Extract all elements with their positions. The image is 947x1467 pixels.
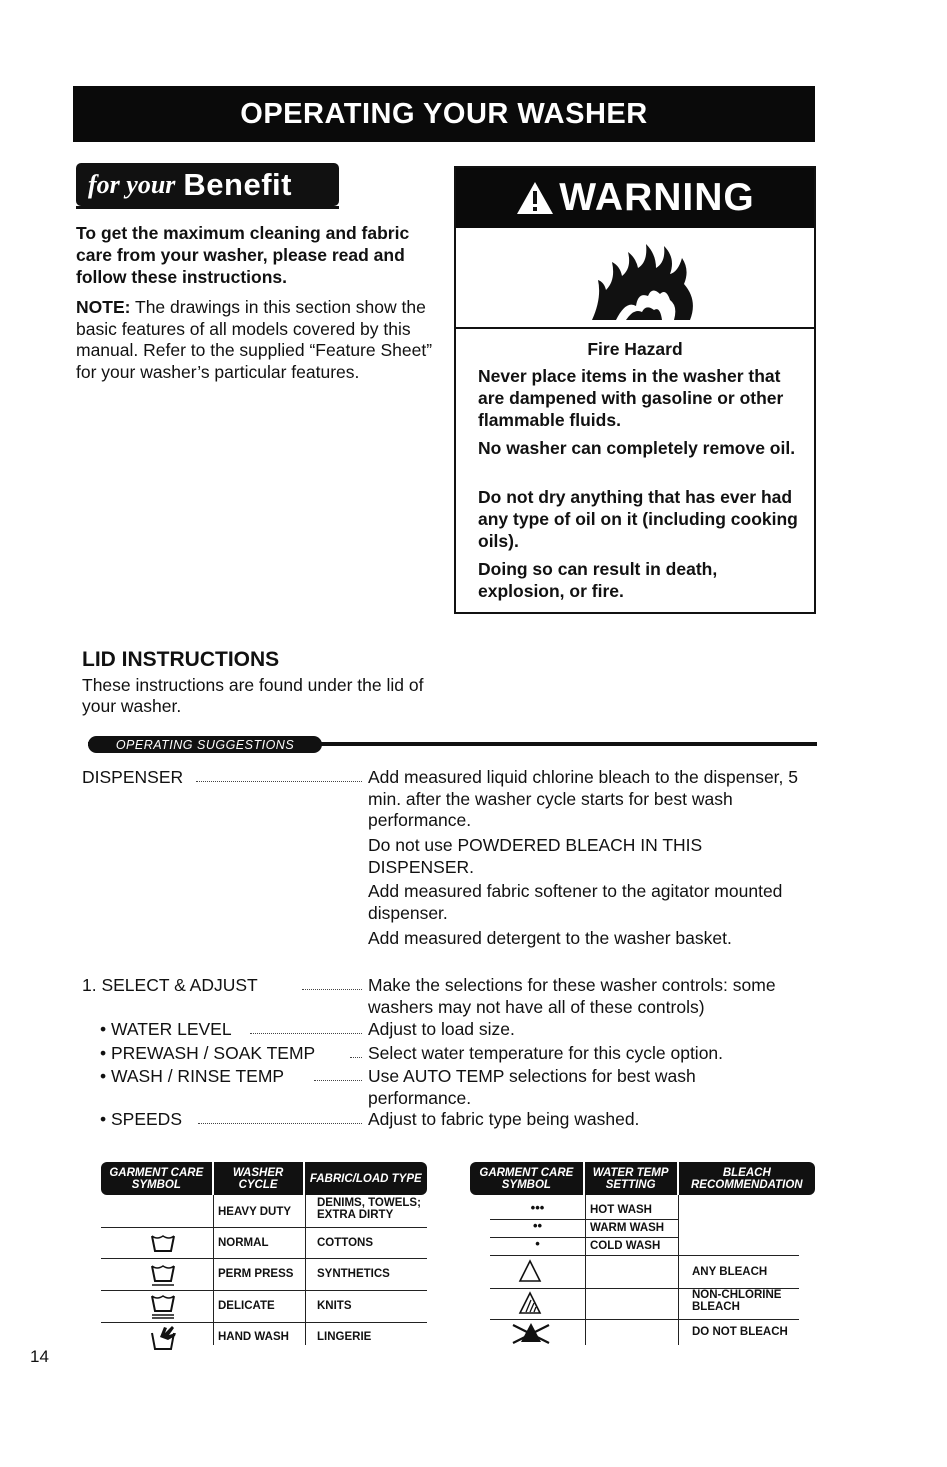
table-rule xyxy=(101,1322,427,1323)
benefit-badge xyxy=(76,163,339,206)
page-header xyxy=(73,86,815,142)
warning-divider xyxy=(456,327,814,329)
table-rule xyxy=(101,1227,427,1228)
lid-instructions-text: These instructions are found under the lid of your washer. xyxy=(82,675,424,716)
header-water-temp: WATER TEMP SETTING xyxy=(585,1162,679,1195)
benefit-prefix: for your xyxy=(88,169,176,199)
striped-triangle-icon xyxy=(518,1291,542,1315)
temp-setting-cell: WARM WASH xyxy=(590,1222,665,1234)
cycle-cell: PERM PRESS xyxy=(218,1268,294,1280)
benefit-intro: To get the maximum cleaning and fabric care from your washer, please read and follow these instructions. xyxy=(76,223,410,287)
cycle-cell: HEAVY DUTY xyxy=(218,1206,292,1218)
warning-paragraph: No washer can completely remove oil. xyxy=(478,438,796,458)
wash-tub-one-bar-icon xyxy=(150,1263,176,1287)
prewash-text: Select water temperature for this cycle option. xyxy=(368,1043,724,1063)
warning-paragraph: Never place items in the washer that are dampened with gasoline or other flammable fluids. xyxy=(478,366,784,430)
dispenser-paragraph: Do not use POWDERED BLEACH IN THIS DISPENSER. xyxy=(368,835,703,877)
select-adjust-label: 1. SELECT & ADJUST xyxy=(82,975,258,995)
cycle-cell: DELICATE xyxy=(218,1300,275,1312)
table-divider xyxy=(678,1195,679,1345)
warning-box xyxy=(454,166,816,614)
leader-dots xyxy=(302,989,362,990)
temp-dots: •• xyxy=(532,1218,543,1233)
leader-dots xyxy=(314,1080,362,1081)
temp-setting-cell: HOT WASH xyxy=(590,1204,652,1216)
warning-triangle-icon xyxy=(515,180,555,216)
table-divider xyxy=(585,1195,586,1345)
wash-rinse-text: Use AUTO TEMP selections for best wash performance. xyxy=(368,1066,696,1108)
temp-table-header xyxy=(470,1162,815,1195)
wash-rinse-label: • WASH / RINSE TEMP xyxy=(100,1066,285,1086)
dispenser-paragraph: Add measured liquid chlorine bleach to the dispenser, 5 min. after the washer cycle starts for best wash performance. xyxy=(368,767,798,830)
dispenser-paragraph: Add measured detergent to the washer basket. xyxy=(368,928,732,948)
cycle-cell: HAND WASH xyxy=(218,1331,289,1343)
warning-header xyxy=(456,168,814,228)
wash-tub-two-bar-icon xyxy=(150,1293,176,1320)
bleach-cell: NON-CHLORINE BLEACH xyxy=(692,1289,782,1313)
crossed-triangle-icon xyxy=(510,1321,552,1345)
table-rule xyxy=(490,1319,799,1320)
leader-dots xyxy=(196,781,362,782)
triangle-icon xyxy=(518,1259,542,1283)
dispenser-paragraph: Add measured fabric softener to the agitator mounted dispenser. xyxy=(368,881,783,923)
speeds-label: • SPEEDS xyxy=(100,1109,182,1129)
benefit-underline xyxy=(76,206,339,209)
header-garment-care: GARMENT CARE SYMBOL xyxy=(101,1162,214,1195)
fire-hazard-icon xyxy=(586,240,698,322)
temp-dots: ••• xyxy=(530,1200,545,1215)
leader-dots xyxy=(350,1057,362,1058)
warning-heading: WARNING xyxy=(559,176,755,219)
benefit-word: Benefit xyxy=(183,166,292,202)
temp-dots: • xyxy=(535,1236,540,1251)
cycle-cell: NORMAL xyxy=(218,1237,269,1249)
bleach-cell: DO NOT BLEACH xyxy=(692,1326,788,1338)
table-rule xyxy=(101,1258,427,1259)
header-garment-care: GARMENT CARE SYMBOL xyxy=(470,1162,585,1195)
benefit-note xyxy=(76,297,446,383)
leader-dots xyxy=(250,1033,362,1034)
header-fabric-load: FABRIC/LOAD TYPE xyxy=(309,1172,422,1185)
water-level-text: Adjust to load size. xyxy=(368,1019,515,1039)
warning-paragraph: Do not dry anything that has ever had any type of oil on it (including cooking oils). xyxy=(478,487,798,551)
header-washer-cycle: WASHER CYCLE xyxy=(214,1162,305,1195)
leader-dots xyxy=(198,1123,362,1124)
speeds-text: Adjust to fabric type being washed. xyxy=(368,1109,640,1129)
operating-suggestions-badge: OPERATING SUGGESTIONS xyxy=(88,736,322,753)
fabric-cell: SYNTHETICS xyxy=(317,1268,390,1280)
lid-instructions-title: LID INSTRUCTIONS xyxy=(82,648,280,671)
select-adjust-text: Make the selections for these washer controls: some washers may not have all of these controls) xyxy=(368,975,776,1017)
note-text: The drawings in this section show the basic features of all models covered by this manual. Refer to the supplied “Feature Sheet” for your washer’s particular features. xyxy=(76,297,433,382)
warning-title: Fire Hazard xyxy=(587,339,683,359)
page-title: OPERATING YOUR WASHER xyxy=(240,97,648,130)
fabric-cell: LINGERIE xyxy=(317,1331,372,1343)
bleach-cell: ANY BLEACH xyxy=(692,1266,768,1278)
warning-paragraph: Doing so can result in death, explosion, or fire. xyxy=(478,559,718,601)
fabric-cell: DENIMS, TOWELS; EXTRA DIRTY xyxy=(317,1197,421,1221)
temp-setting-cell: COLD WASH xyxy=(590,1240,661,1252)
note-label: NOTE: xyxy=(76,297,131,317)
dispenser-label: DISPENSER xyxy=(82,767,184,787)
table-rule xyxy=(490,1255,799,1256)
wash-tub-icon xyxy=(150,1233,176,1253)
hand-wash-icon xyxy=(150,1325,178,1351)
water-level-label: • WATER LEVEL xyxy=(100,1019,232,1039)
header-bleach: BLEACH RECOMMENDATION xyxy=(691,1166,803,1191)
table-rule xyxy=(101,1290,427,1291)
fabric-cell: KNITS xyxy=(317,1300,352,1312)
fabric-cell: COTTONS xyxy=(317,1237,374,1249)
cycle-table-header xyxy=(101,1162,427,1195)
page-number: 14 xyxy=(30,1347,49,1366)
prewash-label: • PREWASH / SOAK TEMP xyxy=(100,1043,316,1063)
